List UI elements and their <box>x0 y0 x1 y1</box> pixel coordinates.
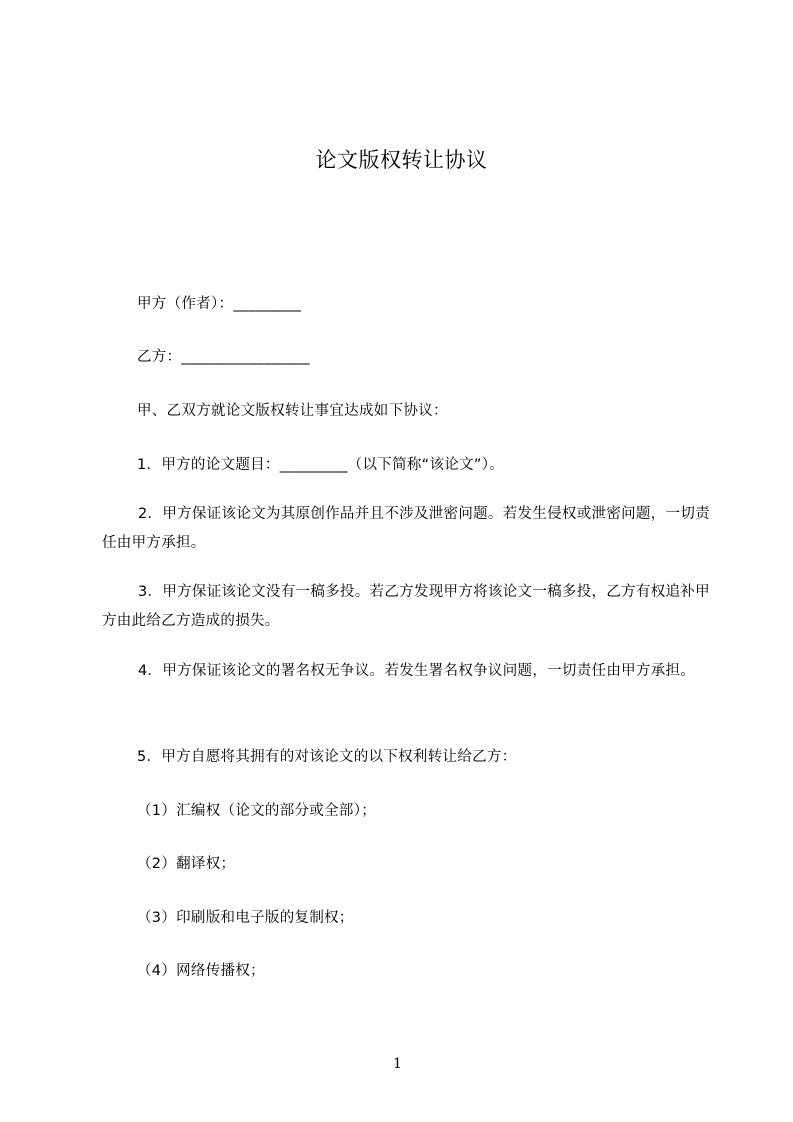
clause-5: 5．甲方自愿将其拥有的对该论文的以下权利转让给乙方： <box>137 749 517 765</box>
party-b-line: 乙方：_________________ <box>137 349 310 365</box>
right-item-4: （4）网络传播权； <box>137 963 265 979</box>
right-item-3: （3）印刷版和电子版的复制权； <box>137 910 354 926</box>
clause-2: 2．甲方保证该论文为其原创作品并且不涉及泄密问题。若发生侵权或泄密问题，一切责任由甲方承担。 <box>102 506 710 551</box>
party-a-line: 甲方（作者）：_________ <box>137 296 302 312</box>
clause-3: 3．甲方保证该论文没有一稿多投。若乙方发现甲方将该论文一稿多投，乙方有权追补甲方由此给乙方造成的损失。 <box>102 584 710 629</box>
intro-text: 甲、乙双方就论文版权转让事宜达成如下协议： <box>137 403 448 419</box>
clause-4: 4．甲方保证该论文的署名权无争议。若发生署名权争议问题，一切责任由甲方承担。 <box>138 663 696 679</box>
document-title: 论文版权转让协议 <box>315 148 488 172</box>
right-item-2: （2）翻译权； <box>137 856 236 872</box>
right-item-1: （1）汇编权（论文的部分或全部）； <box>137 803 377 819</box>
clause-1: 1．甲方的论文题目：_________（以下简称“该论文”）。 <box>137 457 505 473</box>
page-number: 1 <box>393 1056 402 1072</box>
